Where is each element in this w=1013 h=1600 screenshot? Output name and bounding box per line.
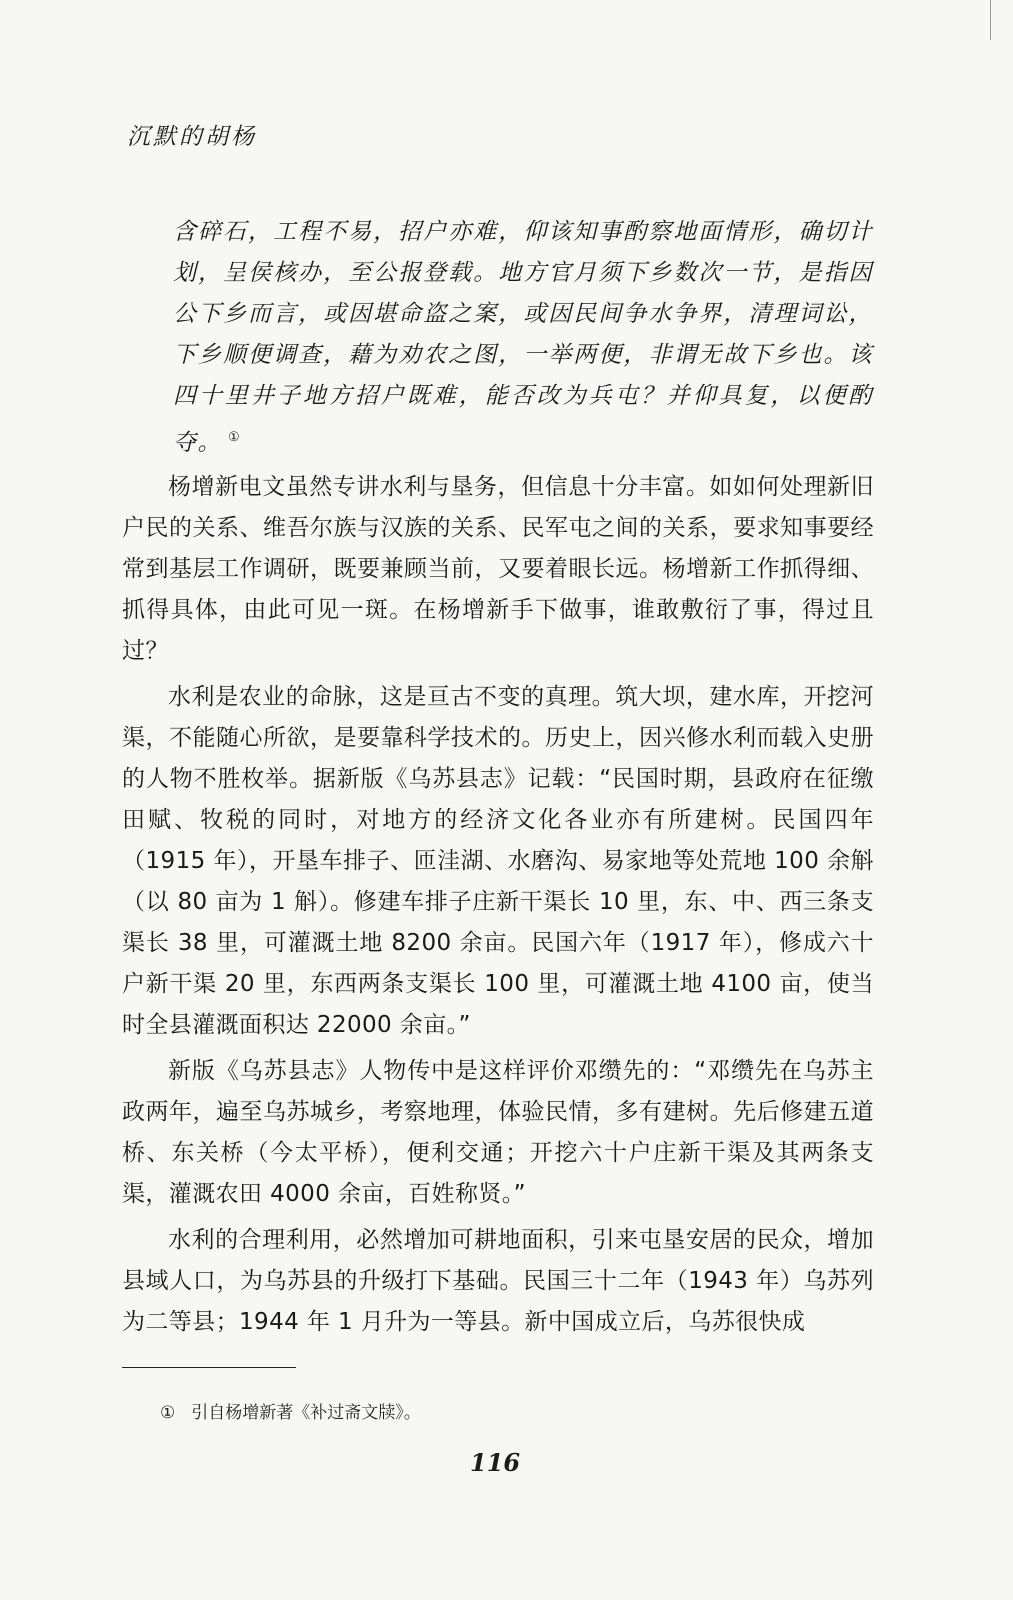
footnote: [160, 1398, 421, 1423]
paragraph: 新版《乌苏县志》人物传中是这样评价邓缵先的：“邓缵先在乌苏主政两年，遍至乌苏城乡，考察地理，体验民情，多有建树。先后修建五道桥、东关桥（今太平桥），便利交通；开挖六十户庄新干渠及其两条支渠，灌溉农田 4000 余亩，百姓称贤。”: [122, 1058, 874, 1207]
block-quote-text: 含碎石，工程不易，招户亦难，仰该知事酌察地面情形，确切计划，呈侯核办，至公报登载。地方官月须下乡数次一节，是指因公下乡而言，或因堪命盗之案，或因民间争水争界，清理词讼，下乡顺便调查，藉为劝农之图，一举两便，非谓无故下乡也。该四十里井子地方招户既难，能否改为兵屯？并仰具复，以便酌夺。: [173, 219, 873, 456]
block-quote: [173, 212, 873, 464]
footnote-reference: ①: [228, 430, 242, 445]
paragraph: 杨增新电文虽然专讲水利与垦务，但信息十分丰富。如如何处理新旧户民的关系、维吾尔族与汉族的关系、民军屯之间的关系，要求知事要经常到基层工作调研，既要兼顾当前，又要着眼长远。杨增新工作抓得细、抓得具体，由此可见一斑。在杨增新手下做事，谁敢敷衍了事，得过且过？: [122, 474, 874, 664]
footnote-mark: ①: [160, 1403, 176, 1423]
body-text: [122, 467, 874, 1348]
footnote-divider: [122, 1367, 296, 1368]
page-edge-line: [990, 0, 991, 40]
running-head: 沉默的胡杨: [127, 124, 257, 150]
paragraph: 水利是农业的命脉，这是亘古不变的真理。筑大坝，建水库，开挖河渠，不能随心所欲，是要靠科学技术的。历史上，因兴修水利而载入史册的人物不胜枚举。据新版《乌苏县志》记载：“民国时期，县政府在征缴田赋、牧税的同时，对地方的经济文化各业亦有所建树。民国四年（1915 年），开垦车排子、匝洼湖、水磨沟、易家地等处荒地 100 余斛（以 80 亩为 1 斛）。修建车排子庄新干渠长 10 里，东、中、西三条支渠长 38 里，可灌溉土地 8200 余亩。民国六年（1917 年），修成六十户新干渠 20 里，东西两条支渠长 100 里，可灌溉土地 4100 亩，使当时全县灌溉面积达 22000 余亩。”: [122, 684, 874, 1038]
footnote-text: 引自杨增新著《补过斋文牍》。: [191, 1403, 421, 1423]
page-number: 116: [470, 1448, 521, 1477]
paragraph: 水利的合理利用，必然增加可耕地面积，引来屯垦安居的民众，增加县域人口，为乌苏县的升级打下基础。民国三十二年（1943 年）乌苏列为二等县；1944 年 1 月升为一等县。新中国成立后，乌苏很快成: [122, 1227, 874, 1335]
